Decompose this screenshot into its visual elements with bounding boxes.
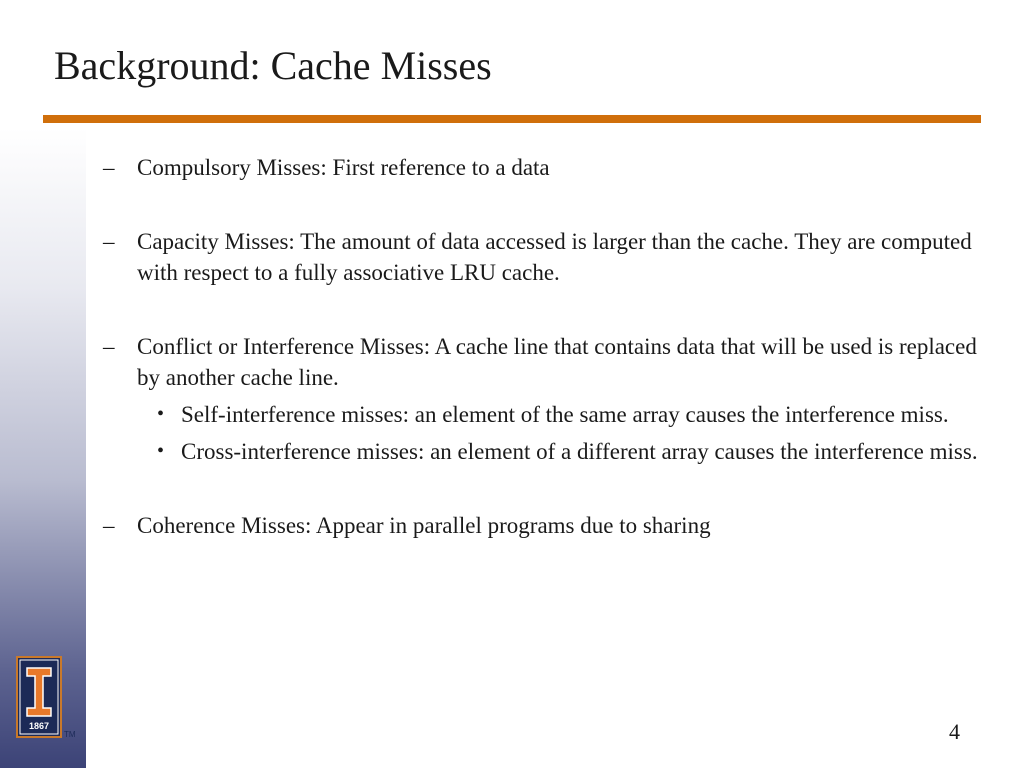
sub-bullet-text: Cross-interference misses: an element of a different array causes the interference miss. [181,439,978,464]
university-logo-icon [16,656,62,738]
bullet-text: Coherence Misses: Appear in parallel programs due to sharing [137,513,711,538]
dash-marker: – [103,513,115,538]
dash-marker: – [103,155,115,180]
bullet-marker: • [157,440,165,462]
page-number: 4 [949,719,960,744]
dash-marker: – [103,229,115,254]
sub-bullet-text: Self-interference misses: an element of the same array causes the interference miss. [181,402,949,427]
bullet-text: Conflict or Interference Misses: A cache line that contains data that will be used is replaced by another cache line. [137,334,977,390]
sub-bullet-cross-interference [100,436,980,467]
slide-title: Background: Cache Misses [54,43,492,88]
trademark-label: TM [64,730,76,739]
bullet-coherence [100,510,980,541]
bullet-capacity [100,226,980,288]
title-divider [43,115,981,123]
bullet-marker: • [157,403,165,425]
slide-content [100,152,980,541]
bullet-text: Compulsory Misses: First reference to a data [137,155,550,180]
bullet-compulsory [100,152,980,183]
dash-marker: – [103,334,115,359]
sub-bullet-self-interference [100,399,980,430]
logo-year: 1867 [28,721,50,731]
bullet-text: Capacity Misses: The amount of data accessed is larger than the cache. They are computed with respect to a fully associative LRU cache. [137,229,972,285]
bullet-conflict [100,331,980,393]
